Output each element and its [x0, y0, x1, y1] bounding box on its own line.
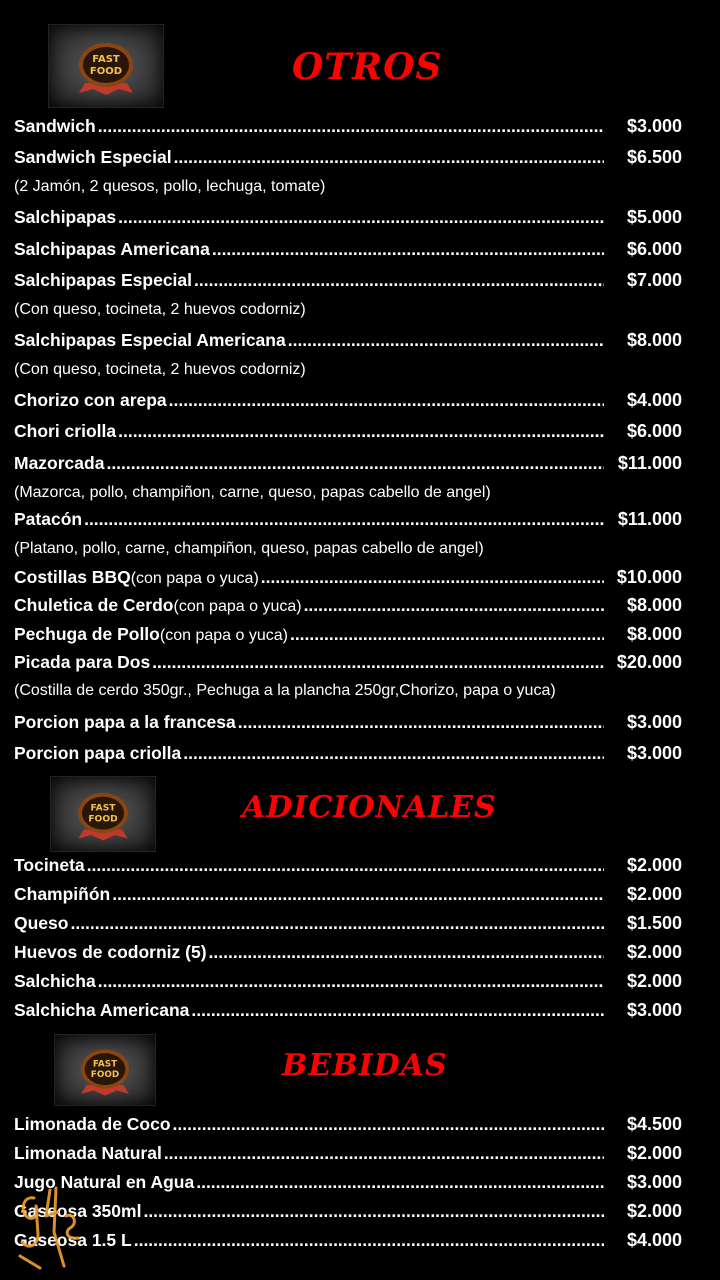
- item-name: Salchipapas Americana: [14, 239, 210, 259]
- menu-item: [14, 116, 682, 140]
- menu-item: [14, 913, 682, 937]
- item-name: Limonada de Coco: [14, 1114, 171, 1134]
- item-name: Salchipapas: [14, 207, 117, 227]
- item-price: $8.000: [626, 595, 682, 615]
- item-name: Chuletica de Cerdo: [14, 595, 174, 615]
- item-price: $1.500: [626, 913, 682, 933]
- menu-item: [14, 595, 682, 619]
- menu-item: [14, 624, 682, 648]
- item-name: Salchicha: [14, 971, 96, 991]
- item-price: $2.000: [626, 1201, 682, 1221]
- item-description: (Costilla de cerdo 350gr., Pechuga a la plancha 250gr,Chorizo, papa o yuca): [14, 682, 556, 699]
- menu-item: [14, 270, 682, 294]
- dot-leader: [194, 270, 604, 291]
- logo-text-1: FAST: [90, 803, 116, 814]
- item-price: $6.000: [626, 421, 682, 441]
- item-description: (Platano, pollo, carne, champiñon, queso, papas cabello de angel): [14, 540, 484, 557]
- dot-leader: [134, 1230, 604, 1251]
- section-title-bebidas: BEBIDAS: [282, 1048, 448, 1083]
- item-name: Sandwich Especial: [14, 147, 172, 167]
- item-name: Salchicha Americana: [14, 1000, 190, 1020]
- menu-item: [14, 1230, 682, 1254]
- item-price: $4.000: [626, 1230, 682, 1250]
- dot-leader: [288, 330, 604, 351]
- item-name: Patacón: [14, 509, 83, 529]
- item-price: $7.000: [626, 270, 682, 290]
- dot-leader: [238, 712, 604, 733]
- item-price: $2.000: [626, 971, 682, 991]
- item-price: $10.000: [616, 567, 682, 587]
- menu-item: [14, 1000, 682, 1024]
- menu-item: [14, 1172, 682, 1196]
- dot-leader: [98, 971, 604, 992]
- item-price: $8.000: [626, 330, 682, 350]
- burger-badge-icon: [74, 1042, 136, 1098]
- menu-item: [14, 942, 682, 966]
- dot-leader: [209, 942, 604, 963]
- menu-item: [14, 712, 682, 736]
- logo-text-1: FAST: [92, 1059, 118, 1070]
- item-name: Gaseosa 350ml: [14, 1201, 142, 1221]
- menu-item: [14, 971, 682, 995]
- dot-leader: [118, 421, 604, 442]
- item-price: $8.000: [626, 624, 682, 644]
- item-name: Limonada Natural: [14, 1143, 162, 1163]
- dot-leader: [169, 390, 604, 411]
- menu-item: [14, 1114, 682, 1138]
- item-name: Champiñón: [14, 884, 111, 904]
- item-price: $2.000: [626, 855, 682, 875]
- burger-badge-icon: [71, 785, 135, 843]
- menu-item: [14, 390, 682, 414]
- dot-leader: [106, 453, 604, 474]
- dot-leader: [290, 624, 604, 645]
- item-price: $6.000: [626, 239, 682, 259]
- fast-food-logo: [54, 1034, 156, 1106]
- menu-item: [14, 884, 682, 908]
- item-note: (con papa o yuca): [130, 570, 259, 587]
- menu-item: [14, 567, 682, 591]
- fast-food-logo: [48, 24, 164, 108]
- logo-text-2: FOOD: [90, 1070, 120, 1081]
- item-price: $3.000: [626, 1000, 682, 1020]
- menu-item: [14, 652, 682, 676]
- menu-item: [14, 743, 682, 767]
- menu-item: [14, 855, 682, 879]
- item-name: Tocineta: [14, 855, 85, 875]
- item-description: (Mazorca, pollo, champiñon, carne, queso, papas cabello de angel): [14, 484, 491, 501]
- item-name: Gaseosa 1.5 L: [14, 1230, 132, 1250]
- item-name: Porcion papa criolla: [14, 743, 182, 763]
- item-note: (con papa o yuca): [173, 598, 302, 615]
- item-price: $20.000: [616, 652, 682, 672]
- dot-leader: [152, 652, 604, 673]
- item-price: $4.000: [626, 390, 682, 410]
- dot-leader: [261, 567, 604, 588]
- dot-leader: [183, 743, 604, 764]
- item-description: (2 Jamón, 2 quesos, pollo, lechuga, tomate): [14, 178, 326, 195]
- menu-item: [14, 1201, 682, 1225]
- item-price: $3.000: [626, 1172, 682, 1192]
- menu-item: [14, 1143, 682, 1167]
- item-description: (Con queso, tocineta, 2 huevos codorniz): [14, 361, 306, 378]
- item-price: $5.000: [626, 207, 682, 227]
- item-price: $6.500: [626, 147, 682, 167]
- section-title-otros: OTROS: [292, 46, 443, 88]
- dot-leader: [173, 1114, 604, 1135]
- menu-item: [14, 207, 682, 231]
- dot-leader: [98, 116, 604, 137]
- item-price: $4.500: [626, 1114, 682, 1134]
- dot-leader: [112, 884, 604, 905]
- watermark-logo-icon: [6, 1176, 92, 1272]
- item-price: $11.000: [617, 453, 682, 473]
- item-price: $3.000: [626, 712, 682, 732]
- logo-text-2: FOOD: [89, 66, 123, 77]
- item-name: Sandwich: [14, 116, 96, 136]
- menu-item: [14, 239, 682, 263]
- item-name: Jugo Natural en Agua: [14, 1172, 195, 1192]
- item-price: $3.000: [626, 743, 682, 763]
- menu-item: [14, 509, 682, 533]
- item-price: $2.000: [626, 884, 682, 904]
- dot-leader: [212, 239, 604, 260]
- item-name: Huevos de codorniz (5): [14, 942, 207, 962]
- logo-text-2: FOOD: [88, 814, 118, 825]
- item-name: Porcion papa a la francesa: [14, 712, 236, 732]
- item-note: (con papa o yuca): [159, 627, 288, 644]
- dot-leader: [164, 1143, 604, 1164]
- item-price: $11.000: [617, 509, 682, 529]
- dot-leader: [118, 207, 604, 228]
- item-name: Mazorcada: [14, 453, 105, 473]
- item-name: Picada para Dos: [14, 652, 151, 672]
- dot-leader: [87, 855, 604, 876]
- dot-leader: [191, 1000, 604, 1021]
- item-price: $2.000: [626, 1143, 682, 1163]
- menu-item: [14, 330, 682, 354]
- item-name: Salchipapas Especial: [14, 270, 193, 290]
- menu-item: [14, 147, 682, 171]
- item-price: $3.000: [626, 116, 682, 136]
- item-name: Salchipapas Especial Americana: [14, 330, 286, 350]
- item-name: Queso: [14, 913, 69, 933]
- menu-item: [14, 453, 682, 477]
- item-name: Chorizo con arepa: [14, 390, 167, 410]
- dot-leader: [174, 147, 604, 168]
- menu-item: [14, 421, 682, 445]
- section-title-adicionales: ADICIONALES: [242, 790, 497, 825]
- dot-leader: [196, 1172, 604, 1193]
- item-description: (Con queso, tocineta, 2 huevos codorniz): [14, 301, 306, 318]
- item-name: Pechuga de Pollo: [14, 624, 160, 644]
- item-price: $2.000: [626, 942, 682, 962]
- item-name: Costillas BBQ: [14, 567, 131, 587]
- burger-badge-icon: [71, 35, 141, 97]
- dot-leader: [70, 913, 604, 934]
- item-name: Chori criolla: [14, 421, 117, 441]
- logo-text-1: FAST: [92, 54, 120, 65]
- dot-leader: [304, 595, 604, 616]
- fast-food-logo: [50, 776, 156, 852]
- dot-leader: [84, 509, 604, 530]
- dot-leader: [143, 1201, 604, 1222]
